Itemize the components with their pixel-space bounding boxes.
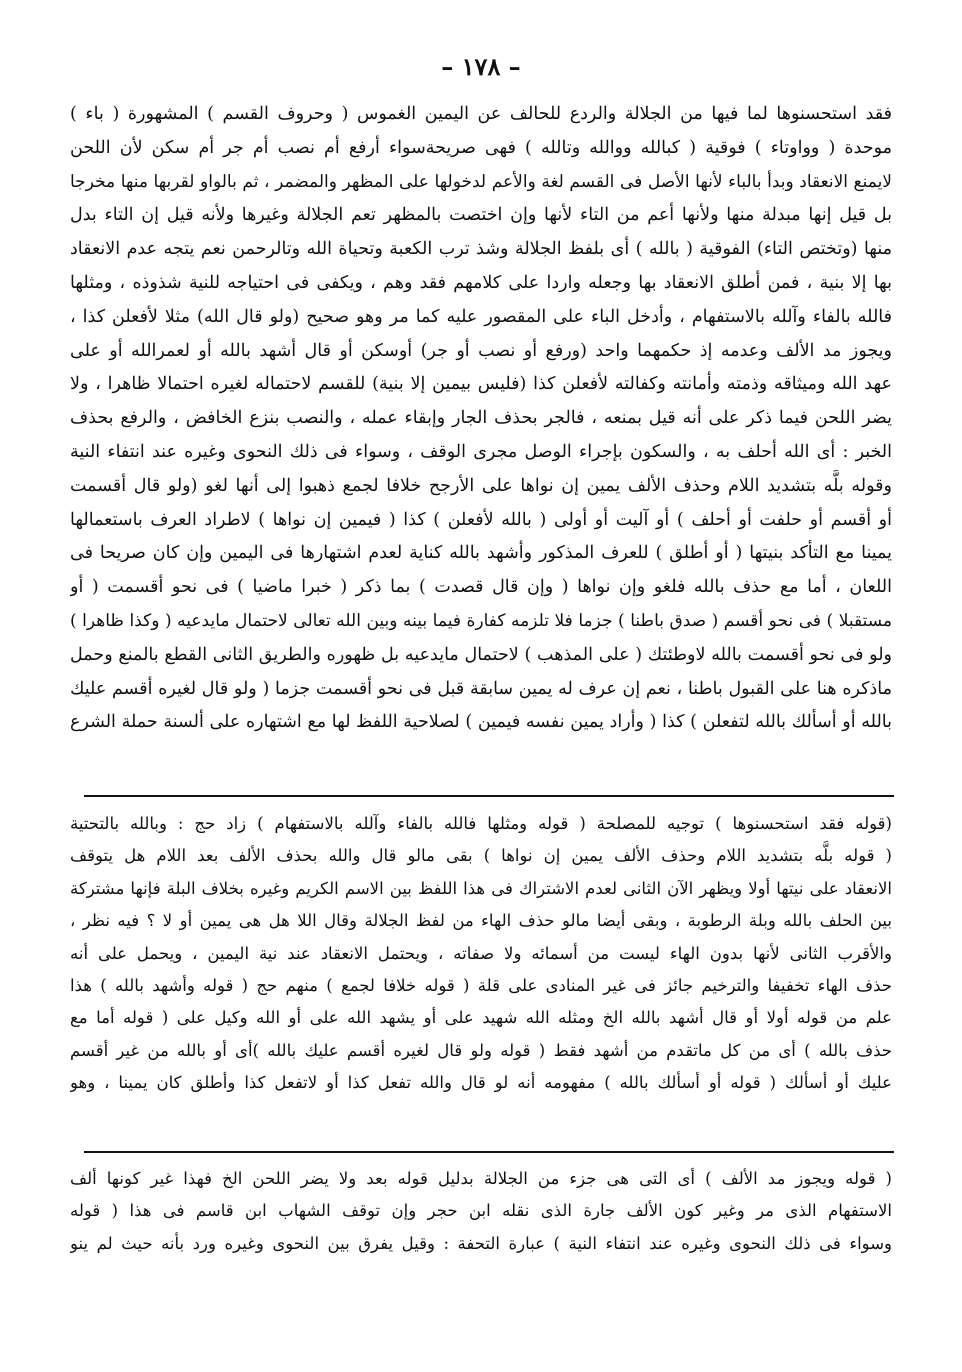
footnote-1-line: حذف بالله ) أى من كل ماتقدم من أشهد فقط ( قوله ولو قال لغيره أقسم عليك بالله )أى أو بالله من غير أقسم xyxy=(70,1040,892,1060)
footnote-block-2 xyxy=(70,1163,892,1260)
main-text-line: يضر اللحن فيما ذكر على أنه قيل بمنعه ، فالجر بحذف الجار وإبقاء عمله ، والنصب بنزع الخافض ، والرفع بحذف xyxy=(70,408,892,429)
main-text-line: الخبر : أى الله أحلف به ، والسكون بإجراء الوصل مجرى الوقف ، وسواء فى ذلك النحوى وغيره عند انتفاء النية xyxy=(70,441,892,462)
main-text-block xyxy=(70,98,892,740)
main-text-line: ولو فى نحو أقسمت بالله لاوطئتك ( على المذهب ) لاحتمال مايدعيه بل ظهوره والطريق الثانى القطع بالمنع وحمل xyxy=(70,644,892,665)
main-text-line: وقوله بلَّه بتشديد اللام وحذف الألف يمين إن نواها على الأرجح خلافا لجمع ذهبوا إلى أنها لغو (ولو قال أقسمت xyxy=(70,475,892,496)
footnote-1-line: علم من قوله أولا أو قال أشهد بالله الخ ومثله الله شهيد على أو يشهد الله على أو الله وكيل على ( قوله أما مع xyxy=(70,1008,892,1028)
main-text-line: فالله بالفاء وآلله بالاستفهام ، وأدخل الباء على المقصور عليه كما مر وهو صحيح (ولو قال الله) مثلا لأفعلن كذا ، xyxy=(70,306,892,327)
main-text-line: اللعان ، أما مع حذف بالله فلغو وإن نواها ( وإن قال قصدت ) بما ذكر ( خبرا ماضيا ) فى نحو أقسمت ( أو xyxy=(70,577,892,598)
footnote-1-line: الانعقاد على نيتها أولا ويظهر الآن الثانى لعدم الاشتراك فى هذا اللفظ بين الاسم الكريم وغيره بخلاف البلة فإنها مشتركة xyxy=(70,878,892,898)
footnote-1-line: (قوله فقد استحسنوها ) توجيه للمصلحة ( قوله ومثلها فالله بالفاء وآلله بالاستفهام ) زاد حج : وبالله بالتحتية xyxy=(70,814,892,833)
footnote-1-line: ( قوله بلَّه بتشديد اللام وحذف الألف يمين إن نواها ) بقى مالو قال والله بحذف الألف بعد اللام هل يتوقف xyxy=(70,846,892,866)
main-text-line: مستقبلا ) فى نحو أقسم ( صدق باطنا ) جزما فلا تلزمه كفارة فيما بينه وبين الله تعالى لاحتمال مايدعيه ( وكذا ظاهرا ) xyxy=(70,610,892,631)
main-text-line: لايمنع الانعقاد وبدأ بالباء لأنها الأصل فى القسم لغة والأعم لدخولها على المظهر والمضمر ، ثم بالواو لقربها منها مخرجا xyxy=(70,171,892,192)
main-text-line: ماذكره هنا على القبول باطنا ، نعم إن عرف له يمين سابقة قبل فى نحو أقسمت جزما ( ولو قال لغيره أقسم عليك xyxy=(70,678,892,699)
footnote-1-line: والأقرب الثانى لأنها بدون الهاء ليست من أسمائه ولا صفاته ، ويحتمل الانعقاد عند نية اليمين ، ويحمل على أنه xyxy=(70,943,892,963)
page-number: – ۱۷۸ – xyxy=(441,52,521,81)
main-text-line: منها (وتختص التاء) الفوقية ( بالله ) أى بلفظ الجلالة وشذ ترب الكعبة وتحياة الله وتالرحمن نعم يتجه عدم الانعقاد xyxy=(70,239,892,260)
main-text-line: أو أقسم أو حلفت أو أحلف ) أو آليت أو أولى ( بالله لأفعلن ) كذا ( فيمين إن نواها ) لاطراد العرف باستعمالها xyxy=(70,509,892,530)
footnote-2-line: وسواء فى ذلك النحوى وغيره عند انتفاء النية ) عبارة التحفة : وقيل يفرق بين النحوى وغيره ورد بأنه حيث لم ينو xyxy=(70,1233,892,1253)
main-text-line: يمينا مع التأكد بنيتها ( أو أطلق ) للعرف المذكور وأشهد بالله كناية لعدم اشتهارها فى اليمين وإن كان صريحا فى xyxy=(70,543,892,564)
main-text-line: فقد استحسنوها لما فيها من الجلالة والردع للحالف عن اليمين الغموس ( وحروف القسم ) المشهورة ( باء ) xyxy=(70,104,892,124)
footnote-divider-1 xyxy=(84,795,894,797)
footnote-block-1 xyxy=(70,808,892,1100)
footnote-2-line: الاستفهام الذى مر وغير كون الألف جارة الذى نقله ابن حجر وإن توقف الشهاب ابن قاسم فى هذا ( قوله xyxy=(70,1201,892,1221)
main-text-line: بالله أو أسألك بالله لتفعلن ) كذا ( وأراد يمين نفسه فيمين ) لصلاحية اللفظ لها مع اشتهاره على ألسنة حملة الشرع xyxy=(70,712,892,733)
footnote-1-line: بين الحلف بالله وبلة الرطوبة ، وبقى أيضا مالو حذف الهاء من لفظ الجلالة وقال اللا هل هى يمين أو لا ؟ فيه نظر ، xyxy=(70,911,892,931)
main-text-line: بل قيل إنها مبدلة منها ولأنها أعم من التاء لأنها وإن اختصت بالمظهر تعم الجلالة وغيرها ولأنه قيل إن التاء بدل xyxy=(70,205,892,226)
main-text-line: ويجوز مد الألف وعدمه إذ حكمهما واحد (ورفع أو نصب أو جر) أوسكن أو قال أشهد بالله أو لعمرالله أو على xyxy=(70,340,892,361)
footnote-divider-2 xyxy=(84,1151,894,1153)
main-text-line: بها إلا بنية ، فمن أطلق الانعقاد بها وجعله واردا على كلامهم فقد وهم ، ويكفى فى احتياجه للنية شذوذه ، ومثلها xyxy=(70,272,892,293)
footnote-2-line: ( قوله ويجوز مد الألف ) أى التى هى جزء من الجلالة بدليل قوله بعد ولا يضر اللحن الخ فهذا غير كونها ألف xyxy=(70,1169,892,1188)
main-text-line: عهد الله وميثاقه وذمته وأمانته وكفالته لأفعلن كذا (فليس بيمين إلا بنية) للقسم لاحتماله لغيره احتمالا ظاهرا ، ولا xyxy=(70,374,892,395)
main-text-line: موحدة ( وواوتاء ) فوقية ( كبالله ووالله وتالله ) فهى صريحةسواء أرفع أم نصب أم جر أم سكن لأن اللحن xyxy=(70,137,892,158)
footnote-1-line: عليك أو أسألك ( قوله أو أسألك بالله ) مفهومه أنه لو قال والله تفعل كذا أو لاتفعل كذا وأطلق كان يمينا ، وهو xyxy=(70,1073,892,1093)
footnote-1-line: حذف الهاء تخفيفا والترخيم جائز فى غير المنادى على قلة ( قوله خلافا لجمع ) منهم حج ( قوله وأشهد بالله ) هذا xyxy=(70,976,892,996)
